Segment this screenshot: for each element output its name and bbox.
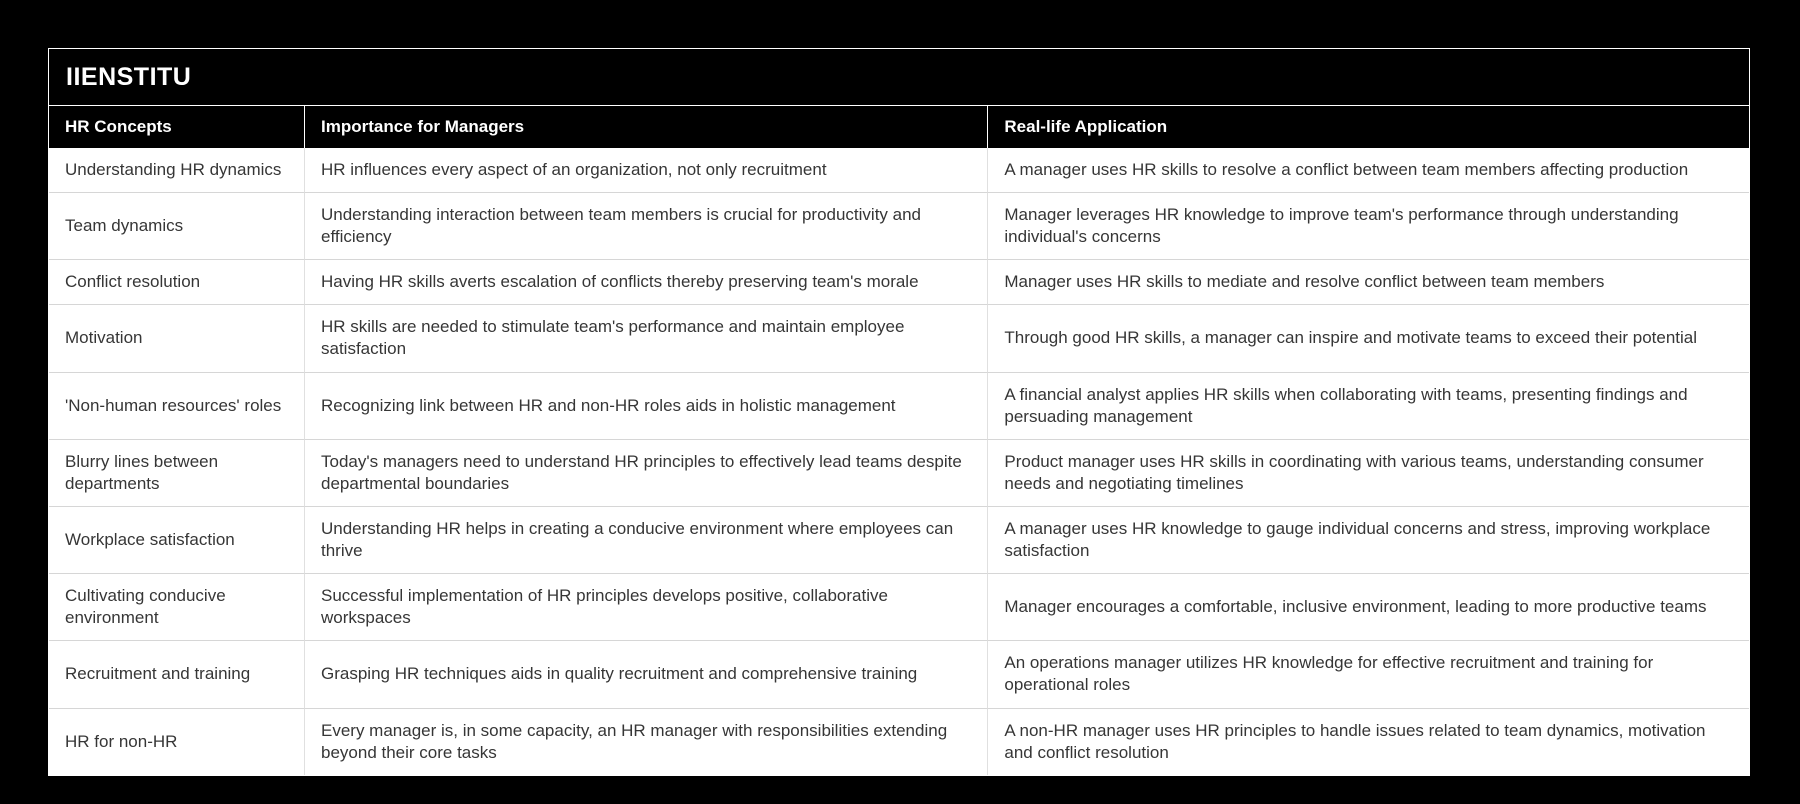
- application-cell: A manager uses HR skills to resolve a conflict between team members affecting production: [987, 148, 1749, 192]
- application-cell: Manager encourages a comfortable, inclusive environment, leading to more productive teams: [987, 573, 1749, 640]
- concept-cell: Motivation: [49, 304, 304, 371]
- application-cell: An operations manager utilizes HR knowledge for effective recruitment and training for operational roles: [987, 640, 1749, 707]
- table-row: [49, 708, 1749, 775]
- application-cell: Product manager uses HR skills in coordinating with various teams, understanding consumer needs and negotiating timelines: [987, 439, 1749, 506]
- importance-cell: Recognizing link between HR and non-HR roles aids in holistic management: [304, 372, 987, 439]
- importance-cell: Every manager is, in some capacity, an HR manager with responsibilities extending beyond their core tasks: [304, 708, 987, 775]
- importance-cell: Having HR skills averts escalation of conflicts thereby preserving team's morale: [304, 259, 987, 304]
- col-header-hr-concepts: HR Concepts: [49, 106, 304, 148]
- concept-cell: Recruitment and training: [49, 640, 304, 707]
- table-row: [49, 573, 1749, 640]
- application-cell: Through good HR skills, a manager can inspire and motivate teams to exceed their potential: [987, 304, 1749, 371]
- concept-cell: Understanding HR dynamics: [49, 148, 304, 192]
- concept-cell: Team dynamics: [49, 192, 304, 259]
- concept-cell: Conflict resolution: [49, 259, 304, 304]
- importance-cell: Today's managers need to understand HR principles to effectively lead teams despite departmental boundaries: [304, 439, 987, 506]
- application-cell: A financial analyst applies HR skills when collaborating with teams, presenting findings and persuading management: [987, 372, 1749, 439]
- table-row: [49, 304, 1749, 371]
- table-row: [49, 506, 1749, 573]
- importance-cell: Grasping HR techniques aids in quality recruitment and comprehensive training: [304, 640, 987, 707]
- table-row: [49, 372, 1749, 439]
- importance-cell: Successful implementation of HR principles develops positive, collaborative workspaces: [304, 573, 987, 640]
- concept-cell: Workplace satisfaction: [49, 506, 304, 573]
- concept-cell: Blurry lines between departments: [49, 439, 304, 506]
- concept-cell: HR for non-HR: [49, 708, 304, 775]
- table-body: [49, 148, 1749, 775]
- table-row: [49, 259, 1749, 304]
- table-row: [49, 148, 1749, 192]
- table-row: [49, 439, 1749, 506]
- application-cell: A non-HR manager uses HR principles to handle issues related to team dynamics, motivation and conflict resolution: [987, 708, 1749, 775]
- concept-cell: Cultivating conducive environment: [49, 573, 304, 640]
- application-cell: Manager uses HR skills to mediate and resolve conflict between team members: [987, 259, 1749, 304]
- concept-cell: 'Non-human resources' roles: [49, 372, 304, 439]
- col-header-real-life-application: Real-life Application: [987, 106, 1749, 148]
- application-cell: Manager leverages HR knowledge to improve team's performance through understanding individual's concerns: [987, 192, 1749, 259]
- table-header-row: [49, 106, 1749, 148]
- importance-cell: Understanding HR helps in creating a conducive environment where employees can thrive: [304, 506, 987, 573]
- brand-title: IIENSTITU: [49, 49, 1749, 106]
- table-row: [49, 192, 1749, 259]
- table-row: [49, 640, 1749, 707]
- importance-cell: Understanding interaction between team members is crucial for productivity and efficiency: [304, 192, 987, 259]
- importance-cell: HR influences every aspect of an organization, not only recruitment: [304, 148, 987, 192]
- application-cell: A manager uses HR knowledge to gauge individual concerns and stress, improving workplace satisfaction: [987, 506, 1749, 573]
- hr-concepts-table: [49, 106, 1749, 775]
- col-header-importance-for-managers: Importance for Managers: [304, 106, 987, 148]
- importance-cell: HR skills are needed to stimulate team's performance and maintain employee satisfaction: [304, 304, 987, 371]
- hr-table-card: [48, 48, 1750, 776]
